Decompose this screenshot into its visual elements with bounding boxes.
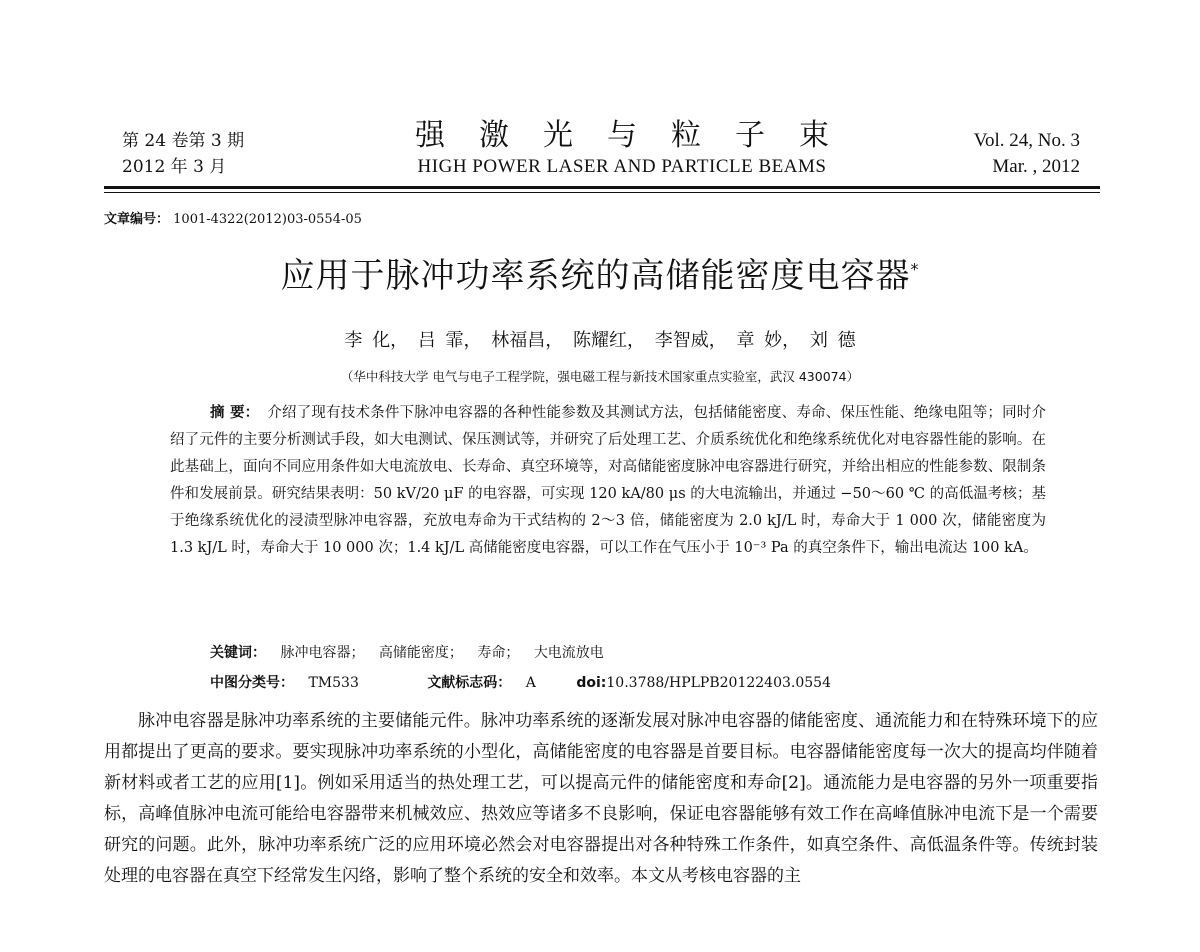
body-text (104, 706, 1098, 892)
header-rule-thick (104, 186, 1100, 189)
article-number-value: 1001-4322(2012)03-0554-05 (173, 212, 362, 227)
body-paragraph: 脉冲电容器是脉冲功率系统的主要储能元件。脉冲功率系统的逐渐发展对脉冲电容器的储能密度、通流能力和在特殊环境下的应用都提出了更高的要求。要实现脉冲功率系统的小型化，高储能密度的电容器是首要目标。电容器储能密度每一次大的提高均伴随着新材料或者工艺的应用[1]。例如采用适当的热处理工艺，可以提高元件的储能密度和寿命[2]。通流能力是电容器的另外一项重要指标，高峰值脉冲电流可能给电容器带来机械效应、热效应等诸多不良影响，保证电容器能够有效工作在高峰值脉冲电流下是一个需要研究的问题。此外，脉冲功率系统广泛的应用环境必然会对电容器提出对各种特殊工作条件，如真空条件、高低温条件等。传统封装处理的电容器在真空下经常发生闪络，影响了整个系统的安全和效率。本文从考核电容器的主 (104, 711, 1098, 886)
classification (210, 672, 831, 692)
article-number (104, 208, 362, 227)
doc-code-label: 文献标志码： (427, 675, 512, 691)
header-rule-thin (104, 192, 1100, 193)
doi-label: doi: (576, 675, 607, 691)
keyword-item: 脉冲电容器； (280, 645, 365, 661)
keyword-item: 高储能密度； (378, 645, 463, 661)
keywords-label: 关键词： (210, 645, 266, 661)
issue-line2: 2012 年 3 月 (122, 157, 227, 177)
journal-name-cn: 强激光与粒子束 (415, 118, 863, 153)
title-footnote-mark: * (910, 259, 920, 279)
volume-line1: Vol. 24, No. 3 (973, 130, 1080, 151)
abstract (170, 400, 1046, 562)
volume-info (974, 128, 1080, 180)
paper-title (0, 248, 1200, 297)
abstract-label: 摘 要： (210, 405, 260, 421)
journal-name (372, 118, 872, 180)
clc-label: 中图分类号： (210, 675, 294, 691)
keywords (210, 642, 614, 662)
journal-name-en: HIGH POWER LASER AND PARTICLE BEAMS (417, 156, 827, 177)
issue-line1: 第 24 卷第 3 期 (122, 131, 245, 151)
affiliation: （华中科技大学 电气与电子工程学院，强电磁工程与新技术国家重点实验室，武汉 430074） (340, 369, 860, 384)
article-number-label: 文章编号： (104, 212, 170, 227)
keyword-item: 大电流放电 (533, 645, 604, 661)
issue-info (122, 128, 244, 180)
abstract-text: 介绍了现有技术条件下脉冲电容器的各种性能参数及其测试方法，包括储能密度、寿命、保压性能、绝缘电阻等；同时介绍了元件的主要分析测试手段，如大电测试、保压测试等，并研究了后处理工艺、介质系统优化和绝缘系统优化对电容器性能的影响。在此基础上，面向不同应用条件如大电流放电、长寿命、真空环境等，对高储能密度脉冲电容器进行研究，并给出相应的性能参数、限制条件和发展前景。研究结果表明：50 kV/20 μF 的电容器，可实现 120 kA/80 μs 的大电流输出，并通过 −50～60 ℃ 的高低温考核；基于绝缘系统优化的浸渍型脉冲电容器，充放电寿命为干式结构的 2～3 倍，储能密度为 2.0 kJ/L 时，寿命大于 1 000 次，储能密度为 1.3 kJ/L 时，寿命大于 10 000 次；1.4 kJ/L 高储能密度电容器，可以工作在气压小于 10⁻³ Pa 的真空条件下，输出电流达 100 kA。 (170, 405, 1046, 556)
paper-title-text: 应用于脉冲功率系统的高储能密度电容器 (280, 256, 911, 296)
authors: 李 化， 吕 霏， 林福昌， 陈耀红， 李智威， 章 妙， 刘 德 (344, 330, 856, 351)
volume-line2: Mar. , 2012 (992, 156, 1080, 177)
clc-value: TM533 (308, 675, 359, 691)
doc-code-value: A (525, 675, 536, 691)
doi-value: 10.3788/HPLPB20122403.0554 (606, 675, 831, 691)
keyword-item: 寿命； (477, 645, 520, 661)
